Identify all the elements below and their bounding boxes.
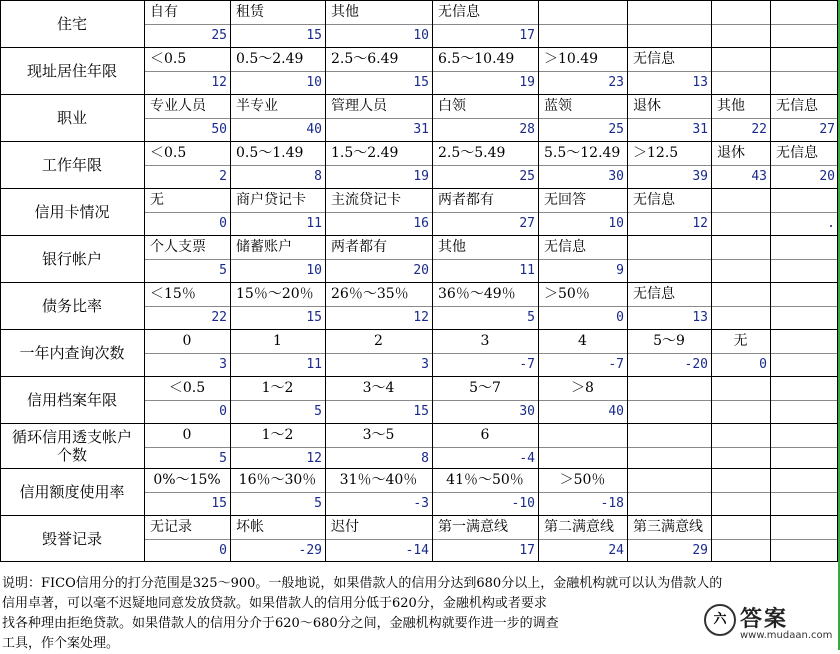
score-value: 0 [759, 357, 767, 372]
option-label: 2 [374, 333, 383, 349]
option-label: 1 [273, 333, 282, 349]
score-value: 12 [413, 310, 429, 325]
row-border [0, 515, 838, 516]
score-value: 0 [219, 543, 227, 558]
score-value: -29 [298, 543, 322, 558]
score-value: 8 [314, 169, 322, 184]
score-value: 13 [692, 75, 708, 90]
option-label: 半专业 [236, 98, 278, 114]
row-border [0, 329, 838, 330]
option-label: 3～5 [362, 427, 395, 443]
option-label: 无记录 [150, 519, 192, 535]
score-value: -3 [413, 496, 429, 511]
row-label: 信用额度使用率 [19, 482, 125, 501]
score-value: 31 [413, 122, 429, 137]
option-label: 4 [578, 333, 587, 349]
score-value: 12 [692, 216, 708, 231]
column-border [711, 0, 712, 562]
row-border [0, 423, 838, 424]
score-value: 22 [751, 122, 767, 137]
row-border [0, 188, 838, 189]
row-label: 信用卡情况 [34, 202, 110, 221]
score-value: 15 [413, 404, 429, 419]
score-value: -7 [519, 357, 535, 372]
score-value: 3 [219, 357, 227, 372]
option-label: 其他 [438, 239, 466, 255]
option-label: ＜0.5 [150, 145, 187, 161]
score-value: -18 [600, 496, 624, 511]
option-label: 个人支票 [150, 239, 206, 255]
score-value: 10 [306, 75, 322, 90]
option-label: 蓝领 [544, 98, 572, 114]
option-label: 无信息 [633, 286, 675, 302]
row-divider [144, 118, 838, 119]
option-label: 退休 [633, 98, 661, 114]
score-value: 0 [219, 404, 227, 419]
option-label: 无信息 [544, 239, 586, 255]
column-border [627, 0, 628, 562]
option-label: 0 [182, 333, 192, 349]
score-value: 10 [608, 216, 624, 231]
option-label: 5～7 [469, 380, 501, 396]
option-label: ＞12.5 [633, 145, 679, 161]
option-label [711, 190, 770, 210]
watermark-logo-icon: 六 [704, 604, 736, 636]
option-label: ＜15％ [150, 286, 196, 302]
option-label: 储蓄账户 [236, 239, 292, 255]
score-value [711, 213, 770, 233]
option-label: 1～2 [261, 427, 294, 443]
score-value: 20 [413, 263, 429, 278]
score-value: 0 [616, 310, 624, 325]
score-value: 30 [519, 404, 535, 419]
score-value: 15 [306, 310, 322, 325]
row-border [0, 47, 838, 48]
row-divider [144, 24, 838, 25]
score-value: 29 [692, 543, 708, 558]
score-value: 5 [314, 496, 322, 511]
row-label: 毁誉记录 [41, 529, 102, 548]
score-value: 17 [519, 28, 535, 43]
score-value: 15 [306, 28, 322, 43]
score-value: 22 [211, 310, 227, 325]
score-value: 40 [608, 404, 624, 419]
option-label: 无信息 [776, 145, 818, 161]
column-border [230, 0, 231, 562]
option-label: 白领 [438, 98, 466, 114]
watermark-name: 答案 [740, 607, 789, 632]
row-label: 住宅 [56, 14, 87, 33]
option-label: 无信息 [776, 98, 818, 114]
row-divider [144, 165, 838, 166]
score-value: 25 [519, 169, 535, 184]
score-value: 17 [519, 543, 535, 558]
option-label: 坏帐 [236, 519, 264, 535]
column-border [770, 0, 771, 562]
option-label: 1～2 [261, 380, 294, 396]
score-value: 43 [751, 169, 767, 184]
score-value: -20 [684, 357, 708, 372]
score-value: -10 [511, 496, 535, 511]
option-label [770, 190, 838, 210]
option-label: ＜0.5 [150, 51, 187, 67]
row-divider [144, 447, 838, 448]
option-label: 6 [480, 427, 490, 443]
option-label: 商户贷记卡 [236, 192, 306, 208]
score-value: 25 [211, 28, 227, 43]
score-value: 15 [211, 496, 227, 511]
score-value: . [827, 216, 835, 231]
row-divider [144, 259, 838, 260]
row-border [0, 282, 838, 283]
column-border [325, 0, 326, 562]
option-label: 3～4 [362, 380, 395, 396]
option-label: 无信息 [438, 4, 480, 20]
option-label: 第三满意线 [633, 519, 703, 535]
option-label: 两者都有 [331, 239, 387, 255]
row-label: 现址居住年限 [26, 61, 117, 80]
option-label: 专业人员 [150, 98, 206, 114]
note-line: 工具，作个案处理。 [2, 636, 120, 651]
score-value: 11 [519, 263, 535, 278]
score-value: 40 [306, 122, 322, 137]
row-label: 一年内查询次数 [19, 343, 125, 362]
score-value: 30 [608, 169, 624, 184]
score-value: 19 [519, 75, 535, 90]
option-label: 2.5～6.49 [331, 51, 399, 67]
note-line: 信用卓著，可以毫不迟疑地同意发放贷款。如果借款人的信用分低于620分，金融机构或者要求 [2, 596, 547, 611]
score-value: 27 [819, 122, 835, 137]
row-border [0, 94, 838, 95]
score-value: 2 [219, 169, 227, 184]
column-border [538, 0, 539, 562]
score-value: -7 [608, 357, 624, 372]
option-label: 其他 [331, 4, 359, 20]
option-label: 15％～20％ [236, 286, 314, 302]
option-label: ＞50％ [559, 472, 606, 488]
score-value: 5 [527, 310, 535, 325]
score-value: 16 [413, 216, 429, 231]
option-label: 无信息 [633, 51, 675, 67]
row-label: 职业 [56, 108, 87, 127]
option-label: 其他 [717, 98, 745, 114]
score-value: 15 [413, 75, 429, 90]
score-value: 5 [219, 451, 227, 466]
option-label: 16％～30％ [238, 472, 317, 488]
row-divider [144, 212, 838, 213]
option-label: 迟付 [331, 519, 359, 535]
watermark [700, 600, 836, 646]
row-label: 信用档案年限 [26, 390, 117, 409]
row-divider [144, 71, 838, 72]
column-border [0, 0, 1, 562]
row-label: 债务比率 [41, 296, 102, 315]
option-label: 26％～35％ [331, 286, 409, 302]
score-value: 11 [306, 216, 322, 231]
score-value: 50 [211, 122, 227, 137]
option-label: 1.5～2.49 [331, 145, 399, 161]
score-value: 5 [314, 404, 322, 419]
option-label: 41％～50％ [446, 472, 524, 488]
score-value: 28 [519, 122, 535, 137]
score-value: 27 [519, 216, 535, 231]
note-line: 说明：FICO信用分的打分范围是325～900。一般地说，如果借款人的信用分达到680分以上，金融机构就可以认为借款人的 [2, 576, 723, 591]
option-label: ＞50％ [544, 286, 590, 302]
option-label: 5.5～12.49 [544, 145, 621, 161]
option-label: 管理人员 [331, 98, 387, 114]
score-value: 20 [819, 169, 835, 184]
note-line: 找各种理由拒绝贷款。如果借款人的信用分介于620～680分之间，金融机构就要作进一步的调查 [2, 616, 559, 631]
score-value: 9 [616, 263, 624, 278]
option-label: 自有 [150, 4, 178, 20]
option-label: 无回答 [544, 192, 586, 208]
row-divider [144, 306, 838, 307]
row-label: 工作年限 [41, 155, 102, 174]
score-value: 11 [306, 357, 322, 372]
score-value: 13 [692, 310, 708, 325]
option-label: 5～9 [653, 333, 685, 349]
score-value: 0 [219, 216, 227, 231]
row-border [0, 0, 838, 1]
score-value: 31 [692, 122, 708, 137]
option-label: 0.5～2.49 [236, 51, 304, 67]
option-label: ＞8 [571, 380, 594, 396]
row-divider [144, 492, 838, 493]
score-value: 12 [306, 451, 322, 466]
option-label: 2.5～5.49 [438, 145, 506, 161]
score-value: -14 [405, 543, 429, 558]
row-divider [144, 353, 838, 354]
score-value: 23 [608, 75, 624, 90]
row-border [0, 376, 838, 377]
row-border [0, 141, 838, 142]
option-label: 第一满意线 [438, 519, 508, 535]
option-label: 无 [150, 192, 164, 208]
score-value: 19 [413, 169, 429, 184]
row-border [0, 235, 838, 236]
option-label: 31％～40％ [339, 472, 418, 488]
row-border [0, 468, 838, 469]
option-label: 无 [733, 333, 748, 349]
option-label: 租赁 [236, 4, 264, 20]
score-value: 25 [608, 122, 624, 137]
score-value: 3 [421, 357, 429, 372]
row-border [0, 561, 838, 562]
option-label: ＞10.49 [544, 51, 599, 67]
score-value: 8 [421, 451, 429, 466]
score-value: 24 [608, 543, 624, 558]
score-value: 10 [413, 28, 429, 43]
row-divider [144, 539, 838, 540]
option-label: 主流贷记卡 [331, 192, 401, 208]
option-label: 0.5～1.49 [236, 145, 304, 161]
option-label: 退休 [717, 145, 745, 161]
row-divider [144, 400, 838, 401]
row-label: 银行帐户 [41, 249, 102, 268]
option-label: ＜0.5 [168, 380, 206, 396]
option-label: 3 [480, 333, 490, 349]
score-value: 39 [692, 169, 708, 184]
option-label: 两者都有 [438, 192, 494, 208]
score-value: -4 [519, 451, 535, 466]
row-label: 循环信用透支帐户个数 [11, 427, 132, 464]
column-border [432, 0, 433, 562]
column-border [144, 0, 145, 562]
option-label: 6.5～10.49 [438, 51, 515, 67]
option-label: 0 [182, 427, 192, 443]
option-label: 36％～49％ [438, 286, 516, 302]
score-value: 5 [219, 263, 227, 278]
watermark-url: www.mudaan.com [740, 630, 833, 641]
option-label: 0%～15% [153, 472, 221, 488]
score-value: 12 [211, 75, 227, 90]
option-label: 无信息 [633, 192, 675, 208]
score-value: 10 [306, 263, 322, 278]
option-label: 第二满意线 [544, 519, 614, 535]
